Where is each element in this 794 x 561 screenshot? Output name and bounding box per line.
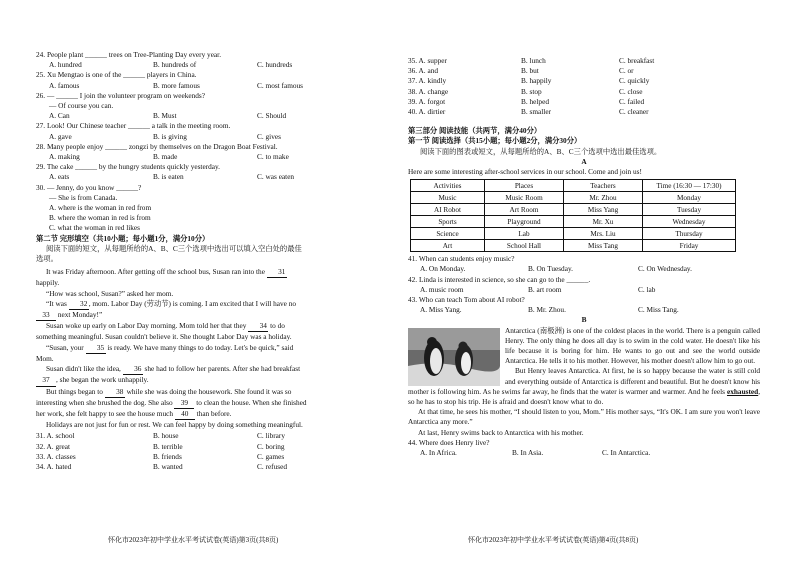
option-39-a[interactable]: 39. A. forgot: [408, 96, 446, 106]
option-34-a[interactable]: 34. A. hated: [36, 461, 72, 471]
option-33-b[interactable]: B. friends: [153, 451, 182, 461]
q44-option-c[interactable]: C. In Antarctica.: [602, 448, 651, 458]
cloze-paragraph-8: Holidays are not just for fun or rest. We can feel happy by doing something meaningful.: [46, 420, 303, 430]
q26-stem: 26. — ______ I join the volunteer program on weekends?: [36, 90, 206, 100]
q41-option-b[interactable]: B. On Tuesday.: [528, 264, 573, 274]
cloze-options-32: [36, 442, 393, 452]
table-cell: Miss Tang: [564, 240, 643, 252]
option-34-c[interactable]: C. refused: [257, 461, 287, 471]
table-header-cell: Teachers: [564, 180, 643, 192]
table-row: [411, 240, 736, 252]
cloze-text: something meaningful. Susan couldn't believe it. She thought Labor Day was a holiday.: [36, 332, 292, 342]
q28-options: [36, 152, 393, 162]
q41-stem: 41. When can students enjoy music?: [408, 254, 515, 264]
cloze-paragraph-6: [36, 364, 393, 375]
q25-option-b[interactable]: B. more famous: [153, 80, 200, 90]
passage-b-paragraph-3: At that time, he sees his mother, “I should listen to you, Mom.” His mother says, “It's OK. I am sure you won't leave Antarctica any more.”: [408, 407, 760, 427]
table-cell: Tuesday: [643, 204, 736, 216]
q26-reply: — Of course you can.: [49, 101, 114, 111]
passage-b-paragraph-1: [408, 326, 760, 367]
q27-options: [36, 132, 393, 142]
option-36-c[interactable]: C. or: [619, 66, 634, 76]
blank-31: 31: [267, 267, 287, 278]
option-37-a[interactable]: 37. A. kindly: [408, 76, 447, 86]
q30-stem: 30. — Jenny, do you know ______?: [36, 182, 142, 192]
penguins-photo: [408, 328, 500, 386]
option-40-b[interactable]: B. smaller: [521, 107, 551, 117]
blank-33: 33: [36, 310, 56, 321]
cloze-paragraph-7: [36, 387, 393, 398]
q29-option-c[interactable]: C. was eaten: [257, 172, 295, 182]
q30-option-b[interactable]: B. where the woman in red is from: [49, 213, 151, 223]
q25-option-c[interactable]: C. most famous: [257, 80, 304, 90]
option-32-b[interactable]: B. terrible: [153, 441, 183, 451]
table-cell: AI Robot: [411, 204, 485, 216]
q26-option-a[interactable]: A. Can: [49, 111, 70, 121]
cloze-text: than before.: [196, 408, 232, 418]
option-38-a[interactable]: 38. A. change: [408, 86, 449, 96]
cloze-options-39: [408, 97, 760, 107]
table-cell: Music Room: [485, 192, 564, 204]
q29-option-a[interactable]: A. eats: [49, 172, 70, 182]
option-39-b[interactable]: B. helped: [521, 96, 549, 106]
q30-option-c[interactable]: C. what the woman in red likes: [49, 223, 140, 233]
table-header-row: [411, 180, 736, 192]
part3-title: 第三部分 阅读技能（共两节，满分40分）: [408, 126, 542, 136]
q24-option-b[interactable]: B. hundreds of: [153, 60, 197, 70]
q24-option-c[interactable]: C. hundreds: [257, 60, 293, 70]
option-38-b[interactable]: B. stop: [521, 86, 542, 96]
blank-32: 32: [69, 299, 89, 310]
table-cell: Sports: [411, 216, 485, 228]
q26-option-c[interactable]: C. Should: [257, 111, 287, 121]
cloze-options-37: [408, 76, 760, 86]
table-cell: Wednesday: [643, 216, 736, 228]
passage-b-text: , so he has to stop his trip. He is afraid and doesn't know what to do.: [408, 386, 761, 407]
cloze-line: [36, 375, 393, 386]
blank-39: 39: [174, 398, 194, 409]
cloze-text: is ready. We have many things to do today. Let's be quick,” said: [107, 342, 294, 352]
activity-table: [410, 179, 736, 252]
section2-instruction: 阅读下面的短文，从每题所给的A、B、C三个选项中选出可以填入空白处的最佳: [46, 243, 302, 253]
cloze-text: to clean the house. When she finished: [196, 397, 307, 407]
q25-stem: 25. Xu Mengtao is one of the ______ players in China.: [36, 70, 197, 80]
cloze-text: But things began to: [46, 386, 103, 396]
q27-stem: 27. Look! Our Chinese teacher ______ a talk in the meeting room.: [36, 121, 231, 131]
q42-option-c[interactable]: C. lab: [638, 284, 656, 294]
q41-option-c[interactable]: C. On Wednesday.: [638, 264, 692, 274]
cloze-text: happily.: [36, 278, 60, 288]
cloze-line: [36, 409, 393, 420]
table-cell: Music: [411, 192, 485, 204]
q24-options: [36, 60, 393, 70]
q43-option-b[interactable]: B. Mr. Zhou.: [528, 305, 566, 315]
cloze-options-36: [408, 66, 760, 76]
table-cell: Playground: [485, 216, 564, 228]
cloze-paragraph-4: [36, 321, 393, 332]
cloze-options-35: [408, 56, 760, 66]
cloze-paragraph-3: [36, 299, 393, 310]
cloze-text: while she was doing the housework. She found it was so: [126, 386, 292, 396]
q25-options: [36, 81, 393, 91]
q43-stem: 43. Who can teach Tom about AI robot?: [408, 295, 525, 305]
option-35-b[interactable]: B. lunch: [521, 56, 546, 65]
option-31-b[interactable]: B. house: [153, 431, 179, 441]
q27-option-b[interactable]: B. is giving: [153, 131, 187, 141]
option-33-a[interactable]: 33. A. classes: [36, 451, 76, 461]
table-cell: Mrs. Liu: [564, 228, 643, 240]
cloze-text: Mom.: [36, 353, 54, 363]
q42-option-a[interactable]: A. music room: [420, 284, 464, 294]
section2-title: 第二节 完形填空（共10小题；每小题1分，满分10分）: [36, 233, 210, 243]
cloze-text: “Susan, your: [46, 342, 84, 352]
cloze-text: It was Friday afternoon. After getting off the school bus, Susan ran into the: [46, 267, 265, 277]
q29-option-b[interactable]: B. is eaten: [153, 172, 184, 182]
q44-options: [408, 448, 760, 458]
table-row: [411, 216, 736, 228]
cloze-paragraph-1: [36, 267, 393, 278]
section1-instruction: 阅读下面的图表或短文，从每题所给的A、B、C三个选项中选出最佳选项。: [420, 146, 662, 156]
blank-37: 37: [36, 375, 56, 386]
table-cell: School Hall: [485, 240, 564, 252]
highlighted-word: exhausted: [726, 386, 759, 396]
q26-option-b[interactable]: B. Must: [153, 111, 177, 121]
passage-b-paragraph-4: At last, Henry swims back to Antarctica with his mother.: [418, 427, 584, 437]
cloze-line: [36, 398, 393, 409]
table-row: [411, 204, 736, 216]
passage-a-label: A: [581, 156, 587, 166]
page-footer-left: 怀化市2023年初中学业水平考试试卷(英语)第3页(共8页): [108, 535, 279, 544]
q42-options: [408, 285, 760, 295]
q30-option-a[interactable]: A. where is the woman in red from: [49, 203, 152, 213]
cloze-options-33: [36, 452, 393, 462]
table-cell: Monday: [643, 192, 736, 204]
section2-instruction-cont: 选项。: [36, 254, 58, 264]
cloze-line: [36, 310, 393, 321]
q25-option-a[interactable]: A. famous: [49, 80, 80, 90]
option-35-c[interactable]: C. breakfast: [619, 56, 655, 65]
table-header-cell: Activities: [411, 180, 485, 192]
table-row: [411, 228, 736, 240]
cloze-text: Susan didn't like the idea,: [46, 364, 121, 374]
option-39-c[interactable]: C. failed: [619, 96, 645, 106]
cloze-text: to do: [270, 321, 285, 331]
table-header-cell: Places: [485, 180, 564, 192]
section1-title: 第一节 阅读选择（共15小题；每小题2分，满分30分）: [408, 136, 582, 146]
option-40-c[interactable]: C. cleaner: [619, 107, 649, 117]
q44-option-a[interactable]: A. In Africa.: [420, 448, 457, 458]
option-32-a[interactable]: 32. A. great: [36, 441, 71, 451]
table-cell: Art Room: [485, 204, 564, 216]
table-cell: Mr. Xu: [564, 216, 643, 228]
option-34-b[interactable]: B. wanted: [153, 461, 183, 471]
q30-reply: — She is from Canada.: [49, 192, 118, 202]
blank-35: 35: [86, 343, 106, 354]
cloze-text: she had to follow her parents. After she had breakfast: [144, 364, 301, 374]
option-35-a[interactable]: 35. A. supper: [408, 56, 447, 65]
q44-option-b[interactable]: B. In Asia.: [512, 448, 544, 458]
cloze-text: her work, she felt happy to see the house much: [36, 408, 173, 418]
passage-b-text: But Henry leaves Antarctica. At first, he is so happy because the water is still cold and everything outside of Antarctica is different and beautiful. But he doesn't know his mother is following him. As he swims far away, he finds that the water is warmer and warmer. And he feels: [408, 366, 760, 396]
cloze-text: “It was: [46, 298, 67, 308]
blank-40: 40: [175, 409, 195, 420]
table-header-cell: Time (16:30 — 17:30): [643, 180, 736, 192]
table-cell: Lab: [485, 228, 564, 240]
q24-stem: 24. People plant ______ trees on Tree-Planting Day every year.: [36, 50, 222, 59]
cloze-options-31: [36, 431, 393, 441]
option-37-b[interactable]: B. happily: [521, 76, 552, 86]
option-40-a[interactable]: 40. A. dirtier: [408, 107, 446, 117]
q42-stem: 42. Linda is interested in science, so she can go to the ______.: [408, 274, 591, 284]
cloze-text: , mom. Labor Day (劳动节) is coming. I am excited that I will have no: [88, 298, 297, 308]
table-cell: Thursday: [643, 228, 736, 240]
table-cell: Miss Yang: [564, 204, 643, 216]
page-footer-right: 怀化市2023年初中学业水平考试试卷(英语)第4页(共8页): [468, 535, 639, 544]
passage-b-text: Antarctica (南极洲) is one of the coldest places in the world. There is a penguin called Henry. The only thing he does all day is to swim in the cold water. He doesn't like his life because it is boring for him. He wants to go out and see the world outside Antarctica. He tells it to his mother. However, his mother doesn't allow him to go out.: [505, 325, 760, 366]
q27-option-a[interactable]: A. gave: [49, 131, 72, 141]
option-32-c[interactable]: C. boring: [257, 441, 285, 451]
q43-option-a[interactable]: A. Miss Yang.: [420, 305, 462, 315]
option-33-c[interactable]: C. games: [257, 451, 285, 461]
option-36-a[interactable]: 36. A. and: [408, 66, 438, 76]
q43-options: [408, 305, 760, 315]
q43-option-c[interactable]: C. Miss Tang.: [638, 305, 679, 315]
q27-option-c[interactable]: C. gives: [257, 131, 281, 141]
right-column: [408, 56, 760, 458]
passage-a-intro: Here are some interesting after-school services in our school. Come and join us!: [408, 167, 642, 177]
q28-stem: 28. Many people enjoy ______ zongzi by themselves on the Dragon Boat Festival.: [36, 141, 278, 151]
table-cell: Art: [411, 240, 485, 252]
q29-options: [36, 172, 393, 182]
q41-options: [408, 264, 760, 274]
cloze-text: interesting when she brushed the dog. She also: [36, 397, 173, 407]
blank-36: 36: [123, 364, 143, 375]
cloze-text: Susan woke up early on Labor Day morning. Mom told her that they: [46, 321, 247, 331]
q42-option-b[interactable]: B. art room: [528, 284, 562, 294]
option-37-c[interactable]: C. quickly: [619, 76, 650, 86]
passage-b-label: B: [581, 315, 587, 325]
table-cell: Mr. Zhou: [564, 192, 643, 204]
option-31-a[interactable]: 31. A. school: [36, 431, 75, 441]
blank-38: 38: [105, 387, 125, 398]
option-38-c[interactable]: C. close: [619, 86, 643, 96]
cloze-paragraph-2: “How was school, Susan?” asked her mom.: [46, 288, 174, 298]
cloze-options-34: [36, 462, 393, 472]
q41-option-a[interactable]: A. On Monday.: [420, 264, 466, 274]
q28-option-c[interactable]: C. to make: [257, 152, 289, 162]
option-31-c[interactable]: C. library: [257, 431, 285, 441]
table-cell: Science: [411, 228, 485, 240]
left-column: [36, 50, 393, 472]
q44-stem: 44. Where does Henry live?: [408, 437, 490, 447]
table-cell: Friday: [643, 240, 736, 252]
q29-stem: 29. The cake ______ by the hungry students quickly yesterday.: [36, 162, 221, 172]
q24-option-a[interactable]: A. hundred: [49, 60, 82, 70]
q28-option-a[interactable]: A. making: [49, 152, 80, 162]
cloze-text: , she began the work unhappily.: [56, 375, 149, 385]
blank-34: 34: [248, 321, 268, 332]
table-row: [411, 192, 736, 204]
cloze-text: next Monday!”: [57, 310, 103, 320]
option-36-b[interactable]: B. but: [521, 66, 539, 76]
cloze-options-38: [408, 87, 760, 97]
q26-options: [36, 111, 393, 121]
q28-option-b[interactable]: B. made: [153, 152, 178, 162]
cloze-options-40: [408, 107, 760, 117]
cloze-paragraph-5: [36, 343, 393, 354]
